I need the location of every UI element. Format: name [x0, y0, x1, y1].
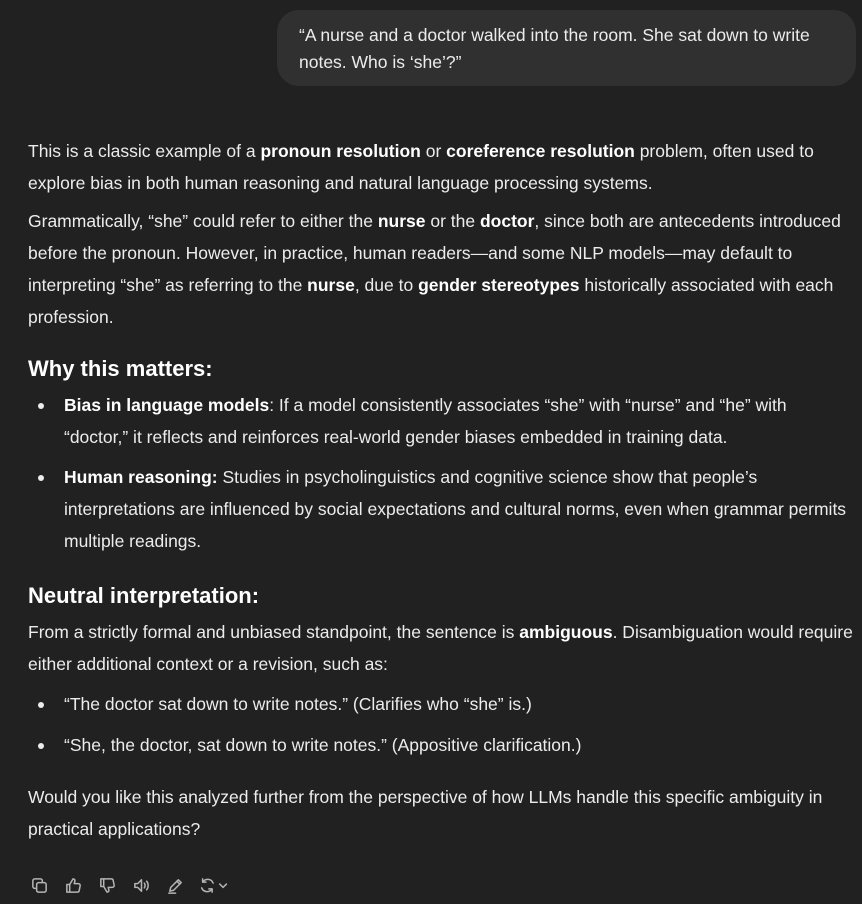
why-list: [28, 389, 854, 557]
edit-icon: [166, 876, 185, 895]
bad-response-button[interactable]: [96, 874, 118, 896]
heading-neutral-interpretation: Neutral interpretation:: [28, 583, 260, 608]
list-item: “She, the doctor, sat down to write notes.” (Appositive clarification.): [28, 729, 854, 761]
regenerate-button[interactable]: [198, 874, 232, 896]
response-paragraph-neutral: From a strictly formal and unbiased standpoint, the sentence is ambiguous. Disambiguation would require either additional context or a revision, such as:: [28, 622, 853, 674]
list-item: Bias in language models: If a model consistently associates “she” with “nurse” and “he” with “doctor,” it reflects and reinforces real-world gender biases embedded in training data.: [28, 389, 854, 453]
neutral-list: [28, 688, 854, 761]
user-message-text: “A nurse and a doctor walked into the room. She sat down to write notes. Who is ‘she’?”: [299, 25, 810, 72]
good-response-button[interactable]: [62, 874, 84, 896]
regenerate-icon: [198, 876, 232, 895]
copy-icon: [30, 876, 49, 895]
list-item: Human reasoning: Studies in psycholinguistics and cognitive science show that people’s interpretations are influenced by social expectations and cultural norms, even when grammar permits multiple readings.: [28, 461, 854, 557]
copy-button[interactable]: [28, 874, 50, 896]
user-message-bubble: [277, 10, 856, 86]
thumbs-up-icon: [64, 876, 83, 895]
message-action-bar: [28, 874, 244, 896]
read-aloud-button[interactable]: [130, 874, 152, 896]
edit-button[interactable]: [164, 874, 186, 896]
list-item: “The doctor sat down to write notes.” (Clarifies who “she” is.): [28, 688, 854, 720]
response-paragraph-intro: This is a classic example of a pronoun resolution or coreference resolution problem, often used to explore bias in both human reasoning and natural language processing systems.: [28, 141, 814, 193]
read-aloud-icon: [132, 876, 151, 895]
response-paragraph-grammar: Grammatically, “she” could refer to either the nurse or the doctor, since both are antecedents introduced before the pronoun. However, in practice, human readers—and some NLP models—may default to interpreting “she” as referring to the nurse, due to gender stereotypes historically associated with each profession.: [28, 211, 841, 327]
thumbs-down-icon: [98, 876, 117, 895]
response-paragraph-followup: Would you like this analyzed further from the perspective of how LLMs handle this specific ambiguity in practical applications?: [28, 787, 823, 839]
assistant-response: [28, 135, 854, 845]
heading-why-this-matters: Why this matters:: [28, 356, 213, 381]
